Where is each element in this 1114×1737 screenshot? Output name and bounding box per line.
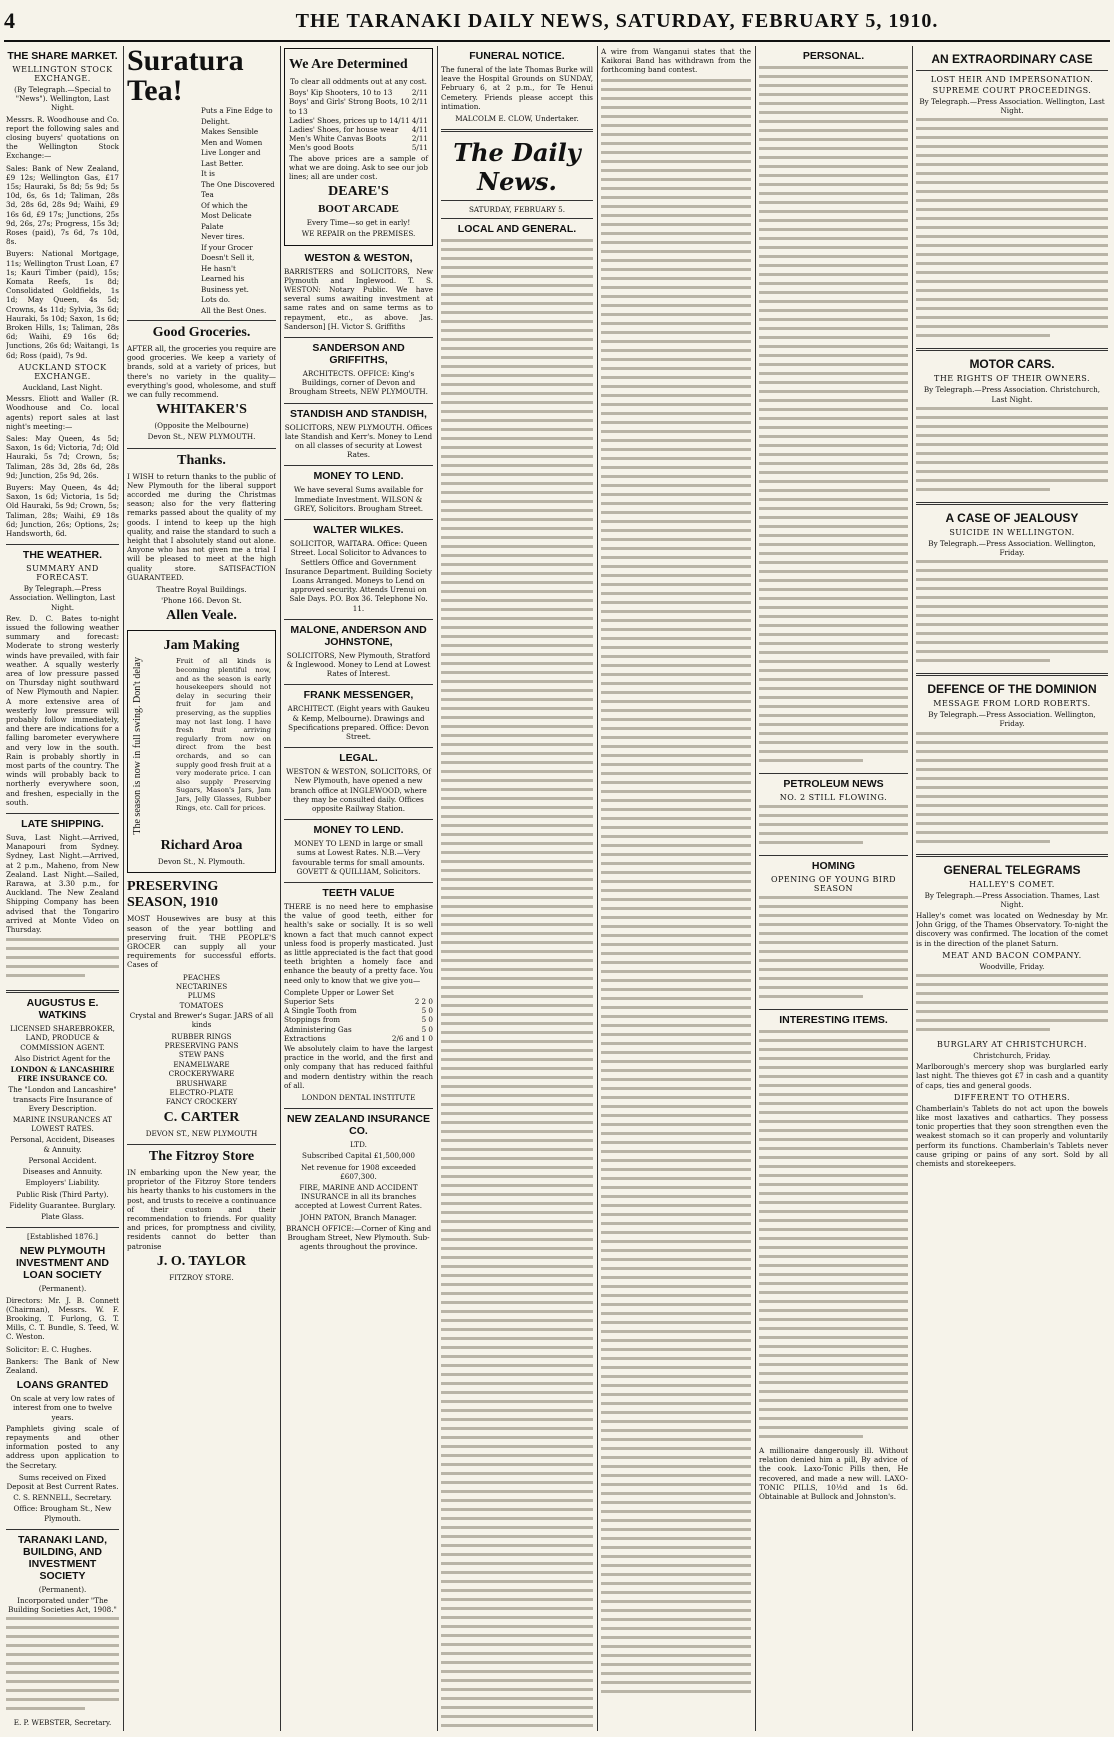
paragraph: Messrs. Eliott and Waller (R. Woodhouse and Co. local agents) report sales at last night's meeting:— (6, 394, 119, 431)
illegible-text (6, 937, 119, 984)
nz-insurance-advert (284, 1113, 433, 1251)
advert-side-text: The season is now in full swing. Don't delay (132, 657, 143, 836)
advertiser-name: NEW ZEALAND INSURANCE CO. (287, 1113, 430, 1138)
paragraph: Halley's comet was located on Wednesday by Mr. John Grigg, of the Thames Observatory. To-night the discovery was confirmed. The location of the comet is in the direction of the planet Saturn. (916, 911, 1108, 948)
paragraph: Sales: Bank of New Zealand, £9 12s; Wellington Gas, £17 15s; Hauraki, 5s 8d; 5s 9d; 5s 10d, 6s, 6s 1d; Taliman, 28s 3d, 28s 6d, 28s 9d; Waihi, £9 16s 6d, £9 17s; Junctions, 25s 9d, 26s, 27s; Progress, 15s 3d; Roses (paid), 7s 6d, 7s 10d, 8s. (6, 163, 119, 247)
professional-card (284, 470, 433, 513)
paragraph: A wire from Wanganui states that the Kaikorai Band has withdrawn from the forthcoming band contest. (601, 47, 751, 75)
dateline: By Telegraph.—Press Association. Wellington, Last Night. (9, 584, 116, 612)
advert-text: IN embarking upon the New year, the proprietor of the Fitzroy Store tenders his hearty thanks to his customers in the post, and trusts to receive a continuance of their custom and their recommendation to friends. For quality and prices, for promptness and civility, residents cannot do better than patronise (127, 1168, 276, 1251)
suratura-title: Suratura Tea! (127, 46, 244, 107)
advert-text: MOST Housewives are busy at this season of the year bottling and preserving fruit. THE PEOPLE'S GROCER can supply all your requirements for successful efforts. Cases of (127, 914, 276, 970)
dateline: By Telegraph.—Press Association. Wellington, Friday. (928, 538, 1096, 558)
professional-card (284, 752, 433, 813)
jam-body-row (132, 657, 271, 835)
card-name: LEGAL. (339, 752, 378, 765)
list-item: TOMATOES (179, 1000, 224, 1010)
advert-line: Diseases and Annuity. (22, 1167, 103, 1177)
advert-text: C. S. RENNELL, Secretary. (13, 1493, 112, 1503)
suratura-copy (197, 46, 276, 316)
professional-card (284, 624, 433, 679)
card-name: FRANK MESSENGER, (303, 689, 414, 702)
advert-text: Bankers: The Bank of New Zealand. (6, 1356, 119, 1375)
shipping-heading: LATE SHIPPING. (21, 818, 104, 831)
column-1 (6, 46, 119, 1731)
homing-subheading: OPENING OF YOUNG BIRD SEASON (770, 875, 897, 893)
dateline: By Telegraph.—Press Association. Christchurch, Last Night. (923, 385, 1101, 404)
professional-card (284, 342, 433, 397)
advert-line: Public Risk (Third Party). (16, 1189, 109, 1199)
advert-text: (Opposite the Melbourne) (154, 421, 249, 431)
funeral-notice (441, 50, 593, 123)
card-name: MONEY TO LEND. (313, 824, 404, 837)
advert-heading: Thanks. (177, 452, 226, 468)
advert-text: To clear all oddments out at any cost. (290, 77, 427, 86)
price-row: Complete Upper or Lower Set (284, 987, 394, 997)
dateline: Auckland, Last Night. (22, 382, 103, 392)
card-name: TEETH VALUE (322, 886, 395, 899)
card-body: We have several Sums available for Immediate Investment. WILSON & GREY, Solicitors. Brougham Street. (293, 485, 424, 513)
advertiser-name: C. CARTER (163, 1109, 240, 1125)
defence-heading: DEFENCE OF THE DOMINION (927, 682, 1097, 697)
advert-line: Men and Women (201, 137, 263, 147)
advertiser-name: WHITAKER'S (156, 402, 247, 418)
illegible-text (759, 65, 908, 769)
jam-making-advert (127, 630, 276, 873)
goods-list (127, 1032, 276, 1107)
illegible-text (441, 238, 593, 1731)
general-telegrams-heading: GENERAL TELEGRAMS (943, 862, 1081, 877)
card-body: ARCHITECT. (Eight years with Gaukeu & Kemp, Melbourne). Drawings and Specifications prepared. Office: Devon Street. (287, 704, 430, 741)
issue-date: SATURDAY, FEBRUARY 5. (468, 205, 566, 215)
homing-heading: HOMING (811, 860, 856, 872)
illegible-text (759, 804, 908, 851)
loans-heading: LOANS GRANTED (16, 1379, 109, 1392)
column-4 (441, 46, 593, 1731)
masthead (4, 6, 1110, 42)
advert-line: It is (201, 169, 215, 178)
list-item: ENAMELWARE (173, 1059, 230, 1069)
advert-text: Subscribed Capital £1,500,000 (302, 1151, 415, 1161)
advert-text: LTD. (350, 1140, 367, 1150)
column-7 (916, 46, 1108, 1731)
column-rule (437, 46, 438, 1731)
allen-veale-advert (127, 453, 276, 625)
jealousy-heading: A CASE OF JEALOUSY (945, 510, 1079, 525)
advert-text: Theatre Royal Buildings. (156, 585, 247, 595)
subheading: SUPREME COURT PROCEEDINGS. (932, 86, 1092, 95)
advert-line: Plate Glass. (41, 1211, 84, 1221)
advert-text: AFTER all, the groceries you require are good groceries. We keep a variety of brands, sold at a variety of prices, but there's no variety in the quality—everything's good, wholesome, and stuff we can fully recommend. (127, 344, 276, 400)
advertiser-name: Allen Veale. (166, 608, 237, 624)
subheading: MESSAGE FROM LORD ROBERTS. (933, 699, 1091, 709)
advert-text: E. P. WEBSTER, Secretary. (13, 1718, 112, 1728)
advert-text: DEVON ST., NEW PLYMOUTH (145, 1128, 258, 1138)
advert-text: Office: Brougham St., New Plymouth. (13, 1504, 112, 1523)
advert-line: Doesn't Sell it, (201, 253, 255, 262)
weather (6, 549, 119, 807)
advert-text: A millionaire dangerously ill. Without relation denied him a pill, By advice of the cook. Laxo-Tonic Pills then, He recovered, and made a new will. LAXO-TONIC PILLS, 10½d and 1s 6d. Obtainable at Bullock and Johnston's. (759, 1446, 908, 1502)
card-body: ARCHITECTS. OFFICE: King's Buildings, corner of Devon and Brougham Streets, NEW PLYMOUTH. (289, 369, 428, 397)
card-name: SANDERSON AND GRIFFITHS, (312, 342, 405, 367)
column-rule (280, 46, 281, 1731)
paragraph: The funeral of the late Thomas Burke will leave the Hospital Grounds on SUNDAY, February 6, at 2 p.m., for Te Henui Cemetery. Friends please accept this intimation. (441, 65, 593, 111)
advert-line: Lots do. (201, 295, 231, 304)
share-market (6, 50, 119, 538)
price-row: Men's White Canvas Boots 2/11 (289, 134, 428, 144)
funeral-heading: FUNERAL NOTICE. (469, 50, 565, 62)
preserving-advert (127, 879, 276, 1138)
advert-text: Devon St., N. Plymouth. (157, 857, 246, 867)
watkins-advert (6, 997, 119, 1221)
motor-cars-heading: MOTOR CARS. (969, 357, 1055, 372)
advert-heading: Jam Making (163, 638, 240, 654)
advert-line: He hasn't (201, 263, 236, 273)
list-item: RUBBER RINGS (171, 1031, 232, 1041)
advert-text: 'Phone 166. Devon St. (161, 596, 242, 606)
illegible-text (759, 895, 908, 1005)
column-rule (597, 46, 598, 1731)
personal-heading: PERSONAL. (802, 50, 865, 62)
extraordinary-case-heading: AN EXTRAORDINARY CASE (931, 52, 1093, 66)
illegible-text (916, 559, 1108, 669)
advert-text: Net revenue for 1908 exceeded £607,300. (300, 1162, 417, 1181)
share-market-heading: THE SHARE MARKET. (7, 50, 118, 62)
advert-text: BRANCH OFFICE:—Corner of King and Brougham Street, New Plymouth. Sub-agents throughout the province. (285, 1223, 432, 1252)
advert-line: Most Delicate Palate (201, 211, 252, 231)
professional-card (284, 408, 433, 460)
list-item: STEW PANS (178, 1050, 225, 1060)
card-body: THERE is no need here to emphasise the value of good teeth, either for health's sake or socially. It is so well known a fact that much cannot expect unless food is properly masticated. Just as little appreciated is the fact that good teeth brighten a homely face and enhance the beauty of a pretty face. You need only to know that we give you— (284, 901, 433, 985)
advert-text: BOOT ARCADE (318, 203, 399, 216)
dateline: (By Telegraph.—Special to "News"). Wellington, Last Night. (14, 85, 111, 113)
professional-card (284, 824, 433, 876)
petroleum-heading: PETROLEUM NEWS (783, 778, 884, 790)
column-rule (123, 46, 124, 1731)
dateline: By Telegraph.—Press Association. Wellington, Friday. (928, 710, 1096, 729)
advert-text: Pamphlets giving scale of repayments and other information posted to any address upon application to the Secretary. (6, 1423, 119, 1470)
column-5 (601, 46, 751, 1731)
card-name: WESTON & WESTON, (304, 251, 413, 264)
subheading: BURGLARY AT CHRISTCHURCH. (936, 1040, 1088, 1050)
paragraph: Buyers: National Mortgage, 11s; Wellington Trust Loan, £7 1s; Kauri Timber (paid), 15s; Komata Reefs, 1s 8d; Consolidated Goldfields, 1s 1d; May Queen, 4s 5d; Crowns, 4s 11d; Sylvia, 3s 6d; Hauraki, 5s 10d; Saxon, 1s 6d; Broken Hills, 1s; Taliman, 28s 6d; Waihi, £9 16s 6d; Junctions, 26s 6d; Waitangi, 1s 6d; Ross (paid), 7s 9d. (6, 249, 119, 360)
paragraph: Marlborough's mercery shop was burglarled early last night. The thieves got £7 in cash and a quantity of caps, ties and general goods. (916, 1062, 1108, 1090)
price-row: Extractions 2/6 and 1 0 (284, 1033, 433, 1043)
advert-line: Never tires. (201, 232, 245, 241)
list-item: FANCY CROCKERY (165, 1097, 238, 1107)
professional-card (284, 524, 433, 613)
card-name: STANDISH AND STANDISH, (290, 407, 427, 420)
advert-text: Incorporated under "The Building Societies Act, 1908." (8, 1595, 117, 1615)
dateline: Woodville, Friday. (979, 961, 1045, 971)
advert-text: LONDON & LANCASHIRE FIRE INSURANCE CO. (10, 1065, 115, 1084)
advert-text: Crystal and Brewer's Sugar. JARS of all kinds (129, 1011, 274, 1030)
paragraph: Suva, Last Night.—Arrived, Manapouri from Sydney. Sydney, Last Night.—Arrived, at 2 p.m., Maheno, from New Zealand. Last Night.—Sailed, Rarawa, at 3.30 p.m., for Auckland. The New Zealand Shipping Company has been advised that the Tongariro arrived at Monte Video on Thursday. (6, 833, 119, 935)
advert-line: If your Grocer (201, 242, 253, 252)
whitakers-advert (127, 325, 276, 442)
advertiser-name: LONDON DENTAL INSTITUTE (301, 1093, 416, 1103)
signoff: MALCOLM E. CLOW, Undertaker. (455, 114, 579, 124)
newspaper-nameplate: The Daily News. (453, 138, 581, 197)
advertiser-name: NEW PLYMOUTH INVESTMENT AND LOAN SOCIETY (16, 1245, 109, 1282)
advert-text: On scale at very low rates of interest from one to twelve years. (10, 1394, 115, 1422)
subheading: MEAT AND BACON COMPANY. (942, 950, 1082, 960)
column-6 (759, 46, 908, 1731)
advert-line: Learned his Business yet. (201, 274, 249, 294)
card-name: WALTER WILKES. (313, 524, 404, 537)
price-row: Administering Gas 5 0 (284, 1024, 433, 1034)
advert-text: Fruit of all kinds is becoming plentiful now, and as the season is early housekeepers should not delay in securing their fruit for jam and preserving, as the supplies may not last long. I have fresh fruit arriving regularly from now on direct from the best orchards, and so can supply good fresh fruit at a very moderate price. I can also supply Preserving Sugars, Mason's Jars, Jam Jars, Jelly Glasses, Rubber Rings, etc. Call for prices. (176, 657, 271, 812)
advert-text: Directors: Mr. J. B. Connett (Chairman), Messrs. W. F. Brooking, T. Furlong, G. T. Mills, C. T. Bundle, S. Teed, W. C. Weston. (6, 1295, 119, 1342)
card-body: SOLICITOR, WAITARA. Office: Queen Street. Local Solicitor to Advances to Settlers Office and Government Insurance Department. Building Society Loans Arranged. Moneys to Lend on approved security. Attends Urenui on Sale Days. P.O. Box 36. Telephone No. 11. (285, 539, 432, 613)
advertiser-name: AUGUSTUS E. WATKINS (26, 997, 99, 1022)
subheading: LOST HEIR AND IMPERSONATION. (930, 75, 1094, 84)
illegible-text (759, 1029, 908, 1445)
advert-line: Puts a Fine Edge to Delight. (201, 106, 273, 126)
column-rule (755, 46, 756, 1731)
investment-society-advert (6, 1232, 119, 1523)
weather-subheading: SUMMARY AND FORECAST. (26, 564, 99, 583)
advert-text: Every Time—so get in early! (306, 218, 411, 228)
advert-line: Last Better. (201, 158, 244, 168)
petroleum-subheading: NO. 2 STILL FLOWING. (779, 793, 888, 802)
interesting-items-heading: INTERESTING ITEMS. (779, 1014, 888, 1026)
fitzroy-store-advert (127, 1149, 276, 1282)
paragraph: Buyers: May Queen, 4s 4d; Saxon, 1s 6d; Victoria, 1s 5d; Old Hauraki, 5s 9d; Crown, 5s; Taliman, 28s; Waihi, £9 18s 6d; Junction, 26s; Options, 2s; Handsworth, 6d. (6, 482, 119, 538)
advert-line: Personal, Accident, Diseases & Annuity. (10, 1135, 115, 1154)
price-row: Boys' Kip Shooters, 10 to 13 2/11 (289, 88, 428, 98)
advertiser-name: Richard Aroa (160, 838, 243, 854)
list-item: NECTARINES (175, 981, 228, 991)
card-body: MONEY TO LEND in large or small sums at Lowest Rates. N.B.—Very favourable terms for small amounts. GOVETT & QUILLIAM, Solicitors. (292, 839, 425, 876)
advert-text: Solicitor: E. C. Hughes. (6, 1344, 92, 1354)
page-number: 4 (4, 8, 15, 33)
price-row: Superior Sets 2 2 0 (284, 997, 433, 1006)
list-item: PRESERVING PANS (164, 1040, 239, 1050)
auckland-exchange-heading: AUCKLAND STOCK EXCHANGE. (18, 362, 107, 381)
taranaki-land-advert (6, 1534, 119, 1728)
advert-line: Live Longer and (201, 148, 261, 157)
page-title: THE TARANAKI DAILY NEWS, SATURDAY, FEBRUARY 5, 1910. (295, 10, 939, 32)
advert-text: (Permanent). (38, 1584, 87, 1594)
advert-text: FITZROY STORE. (169, 1272, 234, 1282)
paragraph: Chamberlain's Tablets do not act upon the bowels like most laxatives and cathartics. They possess tonic properties that they soon strengthen even the weakest stomach so it can properly and voluntarily perform its functions. Chamberlain's Tablets never cause griping or pains of any sort. Sold by all chemists and storekeepers. (916, 1103, 1108, 1169)
card-body: WESTON & WESTON, SOLICITORS, Of New Plymouth, have opened a new branch office at INGLEWOOD, where they may be consulted daily. Offices opposite Railway Station. (286, 767, 431, 813)
advert-line: Fidelity Guarantee. Burglary. (9, 1200, 116, 1210)
price-row: Boys' and Girls' Strong Boots, 10 to 13 2/11 (289, 97, 428, 116)
illegible-text (6, 1616, 119, 1717)
dateline: By Telegraph.—Press Association. Thames, Last Night. (924, 890, 1100, 909)
illegible-text (916, 973, 1108, 1038)
subheading: SUICIDE IN WELLINGTON. (949, 527, 1075, 537)
professional-card (284, 252, 433, 331)
paragraph: Rev. D. C. Bates to-night issued the following weather summary and forecast: Moderate to strong westerly winds have prevailed, with fair weather. A squally westerly area of low pressure passed on Thursday night southward of New Plymouth and Napier. A more extensive area of westerly low pressure will probably follow immediately, and there are indications for a falling barometer everywhere and very low in the south. Rain is probably shortly in most parts of the country. The winds will probably back to northerly everywhere soon, and freshen, especially in the south. (6, 613, 119, 807)
advert-text: JOHN PATON, Branch Manager. (300, 1212, 417, 1222)
paragraph: Messrs. R. Woodhouse and Co. report the following sales and closing buyers' quotations on the Wellington Stock Exchange:— (6, 114, 119, 161)
list-item: CROCKERYWARE (168, 1069, 235, 1079)
dental-advert (284, 887, 433, 1102)
card-body: SOLICITORS, NEW PLYMOUTH. Offices late Standish and Kerr's. Money to Lend on all classes of security at Lowest Rates. (284, 422, 433, 460)
advert-text: Sums received on Fixed Deposit at Best Current Rates. (6, 1472, 119, 1491)
list-item: PLUMS (187, 991, 216, 1001)
advert-text: [Established 1876.] (27, 1232, 98, 1242)
subheading: HALLEY'S COMET. (969, 879, 1055, 889)
advert-text: Also District Agent for the (14, 1053, 111, 1063)
illegible-text (916, 117, 1108, 344)
advert-heading: The Fitzroy Store (148, 1149, 255, 1164)
illegible-text (916, 406, 1108, 498)
column-2 (127, 46, 276, 1731)
column-3 (284, 46, 433, 1731)
advert-line: Employers' Liability. (25, 1178, 100, 1188)
professional-card (284, 689, 433, 741)
suratura-tea-advert (127, 46, 276, 316)
advert-text: Devon St., NEW PLYMOUTH. (147, 432, 256, 442)
price-row: Ladies' Shoes, prices up to 14/11 4/11 (289, 115, 428, 125)
advert-text: (Permanent). (38, 1284, 87, 1294)
advertiser-name: J. O. TAYLOR (156, 1253, 247, 1269)
advert-text: LICENSED SHAREBROKER, LAND, PRODUCE & COMMISSION AGENT. (10, 1024, 115, 1052)
advert-text: The "London and Lancashire" transacts Fire Insurance of Every Description. (8, 1085, 117, 1113)
price-row: Ladies' Shoes, for house wear 4/11 (289, 125, 428, 135)
price-row: Stoppings from 5 0 (284, 1015, 433, 1025)
fruit-list (127, 973, 276, 1011)
list-item: ELECTRO-PLATE (169, 1087, 234, 1097)
advert-text: WE REPAIR on the PREMISES. (301, 229, 416, 239)
advert-text: I WISH to return thanks to the public of New Plymouth for the liberal support accorded me during the Christmas season; also for the very flattering remarks passed about the quality of my goods. I intend to keep up the high quality, and raise the standard to such a height that I absolutely stand out alone. Anyone who has not given me a trial I will be pleased to meet at the high quality store. SATISFACTION GUARANTEED. (127, 471, 276, 582)
subheading: THE RIGHTS OF THEIR OWNERS. (933, 374, 1091, 384)
list-item: PEACHES (182, 972, 221, 982)
advert-line: The One Discovered Tea (201, 179, 275, 199)
dateline: By Telegraph.—Press Association. Wellington, Last Night. (919, 97, 1105, 116)
paragraph: Sales: May Queen, 4s 5d; Saxon, 1s 6d; Victoria, 7d; Old Hauraki, 5s 7d; Crown, 5s; Taliman, 28s 3d, 28s 6d, 28s 9d; Junction, 25s 9d, 26s. (6, 433, 119, 480)
card-body: BARRISTERS and SOLICITORS, New Plymouth and Inglewood. T. S. WESTON: Notary Public. We have several sums awaiting investment at same rates and on same terms as to repayment, etc., as above. Jas. Sanderson] [H. Victor S. Griffiths (284, 266, 433, 331)
advert-text: MARINE INSURANCES AT LOWEST RATES. (12, 1115, 113, 1134)
advert-text: We absolutely claim to have the largest practice in the world, and the first and only company that has reduced faithful and modern dentistry within the reach of all. (284, 1044, 433, 1090)
advert-heading: We Are Determined (289, 57, 408, 72)
advert-text: FIRE, MARINE AND ACCIDENT INSURANCE in all its branches accepted at Lowest Current Rates. (294, 1183, 423, 1211)
illegible-text (916, 731, 1108, 850)
weather-heading: THE WEATHER. (22, 549, 103, 562)
card-name: MALONE, ANDERSON AND JOHNSTONE, (290, 623, 427, 648)
advert-heading: Good Groceries. (152, 325, 251, 340)
advertiser-name: TARANAKI LAND, BUILDING, AND INVESTMENT SOCIETY (17, 1533, 108, 1582)
dateline: Christchurch, Friday. (973, 1051, 1051, 1061)
advert-text: The above prices are a sample of what we are doing. Ask to see our job lines; all are under cost. (289, 153, 428, 182)
advert-line: Of which the (201, 200, 248, 210)
price-row: Men's good Boots 5/11 (289, 143, 428, 153)
advert-line: Personal Accident. (28, 1155, 97, 1165)
deares-advert (284, 48, 433, 246)
local-general-heading: LOCAL AND GENERAL. (457, 223, 577, 236)
card-name: MONEY TO LEND. (313, 470, 404, 483)
advert-line: All the Best Ones. (201, 305, 267, 315)
price-row: A Single Tooth from 5 0 (284, 1006, 433, 1016)
subheading: DIFFERENT TO OTHERS. (953, 1092, 1071, 1102)
advert-line: Makes Sensible (201, 127, 259, 136)
illegible-text (601, 78, 751, 1700)
late-shipping (6, 818, 119, 984)
column-rule (912, 46, 913, 1731)
card-body: SOLICITORS, New Plymouth, Stratford & Inglewood. Money to Lend at Lowest Rates of Interest. (286, 650, 431, 679)
advert-heading: PRESERVING SEASON, 1910 (127, 879, 219, 911)
wellington-exchange-heading: WELLINGTON STOCK EXCHANGE. (12, 65, 113, 83)
advertiser-name: DEARE'S (328, 184, 389, 200)
list-item: BRUSHWARE (176, 1078, 227, 1088)
